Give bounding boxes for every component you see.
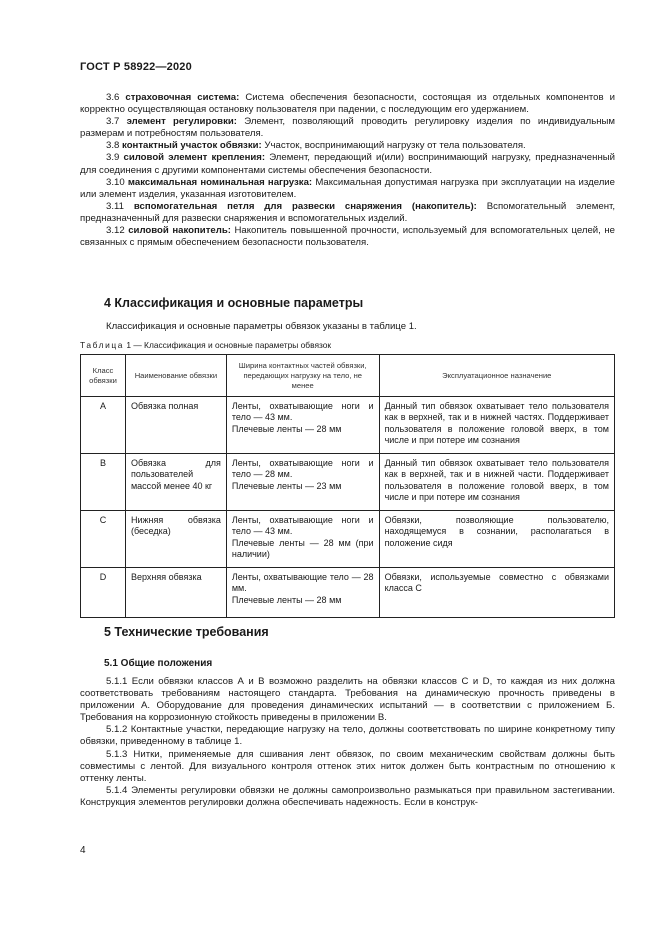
classification-table (80, 354, 615, 618)
table-row (81, 397, 615, 454)
header-purpose: Эксплуатационное назначение (379, 355, 614, 397)
cell-width-line: Плечевые ленты — 23 мм (231, 480, 342, 491)
definition-number: 3.8 (106, 140, 120, 152)
cell-purpose: Данный тип обвязок охватывает тело пользователя как в верхней, так и в нижней частях. Поддерживает пользователя в положение головой вверх, в том числе и при потере им сознания (379, 397, 614, 454)
definition-3-10 (80, 177, 615, 201)
section-4-intro (80, 321, 615, 333)
definition-term: вспомогательная петля для развески снаряжения (накопитель): (133, 200, 477, 212)
cell-name: Обвязка полная (125, 397, 226, 454)
section-4-title: 4 Классификация и основные параметры (104, 296, 364, 310)
definition-text: Элемент, передающий и(или) воспринимающий нагрузку, предназначенный для соединения с другими компонентами системы обеспечения безопасности. (80, 152, 615, 176)
intro-paragraph: Классификация и основные параметры обвязок указаны в таблице 1. (106, 321, 417, 332)
cell-purpose: Данный тип обвязок охватывает тело пользователя как в верхней, так и в нижней части. Поддерживает пользователя в положение головой вверх, в том числе и при потере им сознания (379, 454, 614, 511)
cell-width-line: Ленты, охватывающие ноги и тело — 28 мм. (231, 458, 374, 480)
cell-width-line: Плечевые ленты — 28 мм (231, 594, 342, 605)
cell-purpose: Обвязки, позволяющие пользователю, находящемуся в сознании, располагаться в положение сидя (379, 511, 614, 568)
definition-number: 3.12 (106, 225, 125, 237)
cell-width-line: Ленты, охватывающие тело — 28 мм. (231, 572, 374, 594)
cell-width (226, 397, 379, 454)
header-class: Класс обвязки (81, 355, 126, 397)
definition-3-6 (80, 92, 615, 116)
definition-text: Элемент, позволяющий проводить регулировку изделия по индивидуальным размерам и потребностям пользователя. (80, 116, 615, 140)
header-name: Наименование обвязки (125, 355, 226, 397)
page-number: 4 (80, 845, 86, 856)
cell-width-line: Ленты, охватывающие ноги и тело — 43 мм. (231, 515, 374, 537)
cell-width (226, 454, 379, 511)
section-5-title: 5 Технические требования (104, 625, 269, 639)
table-row (81, 511, 615, 568)
table-caption (80, 340, 331, 350)
subsection-5-1-title: 5.1 Общие положения (104, 658, 213, 669)
definition-text: Накопитель повышенной прочности, используемый для вспомогательных целей, не связанных с прямым обеспечением безопасности пользователя. (80, 225, 615, 249)
definition-3-9 (80, 152, 615, 176)
definition-text: Участок, воспринимающий нагрузку от тела пользователя. (261, 140, 526, 152)
definition-term: силовой элемент крепления: (123, 152, 266, 164)
definition-number: 3.11 (106, 200, 124, 212)
cell-class: C (81, 511, 126, 568)
definition-number: 3.6 (106, 92, 120, 103)
definition-text: Максимальная допустимая нагрузка при эксплуатации на изделие или элемент изделия, указанная изготовителем. (80, 176, 616, 200)
definition-number: 3.10 (106, 176, 125, 188)
table-caption-text: 1 — Классификация и основные параметры обвязок (124, 340, 332, 350)
definition-3-12 (80, 225, 615, 249)
paragraph-5-1-3: 5.1.3 Нитки, применяемые для сшивания лент обвязок, по своим механическим свойствам должны быть совместимы с лентой. Для визуального контроля оттенок этих ниток должен быть контрастным по отношению к оттенку ленты. (80, 748, 615, 784)
cell-width-line: Плечевые ленты — 28 мм (при наличии) (231, 537, 374, 560)
cell-width (226, 568, 379, 618)
definition-text: Вспомогательный элемент, предназначенный для развески снаряжения и вспомогательных изделий. (80, 200, 615, 224)
cell-name: Верхняя обвязка (125, 568, 226, 618)
definitions-block (80, 92, 615, 249)
cell-name: Обвязка для пользователей массой менее 40 кг (125, 454, 226, 511)
cell-width-line: Ленты, охватывающие ноги и тело — 43 мм. (231, 401, 374, 423)
definition-text: Система обеспечения безопасности, состоящая из отдельных компонентов и корректно осуществляющая остановку пользователя при падении, с последующим его удержанием. (80, 92, 615, 116)
section-5-text (80, 676, 615, 809)
table-row (81, 568, 615, 618)
definition-number: 3.7 (106, 116, 120, 128)
cell-class: A (81, 397, 126, 454)
paragraph-5-1-4: 5.1.4 Элементы регулировки обвязки не должны самопроизвольно размыкаться при правильном застегивании. Конструкция элементов регулировки должна обеспечивать надежность. Если в конструк- (80, 784, 615, 808)
cell-purpose: Обвязки, используемые совместно с обвязками класса С (379, 568, 614, 618)
definition-3-8 (80, 140, 615, 152)
definition-term: контактный участок обвязки: (122, 140, 262, 152)
header-width: Ширина контактных частей обвязки, передающих нагрузку на тело, не менее (226, 355, 379, 397)
definition-term: страховочная система: (125, 92, 240, 103)
table-header-row (81, 355, 615, 397)
cell-class: B (81, 454, 126, 511)
definition-3-7 (80, 116, 615, 140)
paragraph-5-1-1: 5.1.1 Если обвязки классов А и В возможно разделить на обвязки классов С и D, то каждая из них должна соответствовать требованиям настоящего стандарта. Требования на динамическую прочность приведены в приложении А. Оборудование для проведения динамических испытаний — в соответствии с приложением Б. Требования на коррозионную стойкость приведены в приложении В. (80, 676, 615, 724)
definition-number: 3.9 (106, 152, 120, 164)
definition-term: максимальная номинальная нагрузка: (127, 176, 313, 188)
definition-term: элемент регулировки: (126, 116, 237, 128)
definition-term: силовой накопитель: (128, 225, 231, 237)
cell-width-line: Плечевые ленты — 28 мм (231, 423, 342, 434)
cell-name: Нижняя обвязка (беседка) (125, 511, 226, 568)
document-code-header: ГОСТ Р 58922—2020 (80, 61, 192, 73)
cell-class: D (81, 568, 126, 618)
cell-width (226, 511, 379, 568)
table-row (81, 454, 615, 511)
paragraph-5-1-2: 5.1.2 Контактные участки, передающие нагрузку на тело, должны соответствовать по ширине конкретному типу обвязки, приведенному в таблице 1. (80, 724, 615, 748)
table-caption-word: Таблица (80, 340, 125, 350)
definition-3-11 (80, 201, 615, 225)
